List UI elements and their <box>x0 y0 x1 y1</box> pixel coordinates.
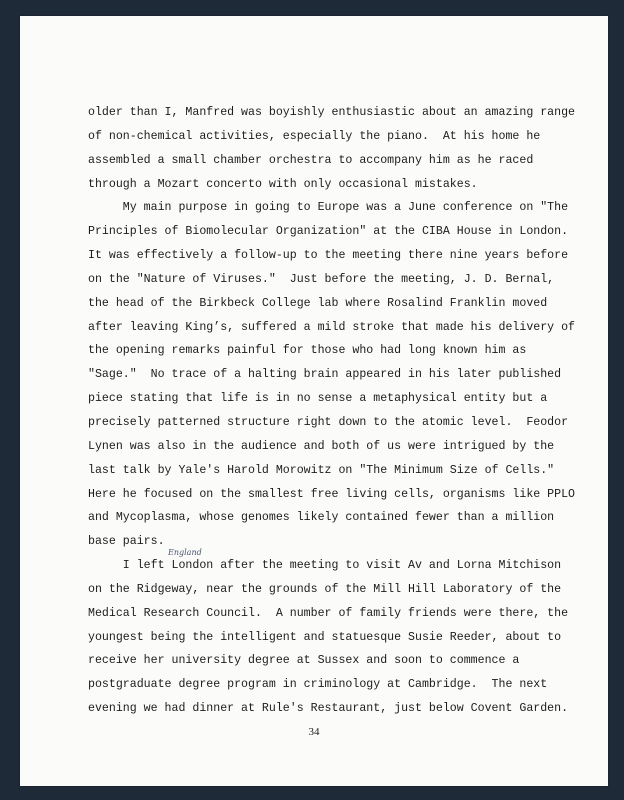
text-line: postgraduate degree program in criminology at Cambridge. The next <box>88 678 548 692</box>
text-line: assembled a small chamber orchestra to accompany him as he raced <box>88 153 534 167</box>
text-line: Here he focused on the smallest free living cells, organisms like PPLO <box>88 487 576 501</box>
text-line: Principles of Biomolecular Organization" at the CIBA House in London. <box>88 225 569 239</box>
text-line: My main purpose in going to Europe was a June conference on "The <box>88 201 569 215</box>
text-line: on the "Nature of Viruses." Just before the meeting, J. D. Bernal, <box>88 272 555 286</box>
text-line: Medical Research Council. A number of family friends were there, the <box>88 606 569 620</box>
text-line: evening we had dinner at Rule's Restaurant, just below Covent Garden. <box>88 702 569 716</box>
text-line: the head of the Birkbeck College lab where Rosalind Franklin moved <box>88 296 548 310</box>
body-text <box>88 101 576 721</box>
text-line: after leaving King’s, suffered a mild stroke that made his delivery of <box>88 320 576 334</box>
text-line: on the Ridgeway, near the grounds of the Mill Hill Laboratory of the <box>88 582 562 596</box>
text-line: piece stating that life is in no sense a metaphysical entity but a <box>88 392 548 406</box>
text-line: Lynen was also in the audience and both of us were intrigued by the <box>88 439 555 453</box>
text-line: the opening remarks painful for those who had long known him as <box>88 344 527 358</box>
handwritten-insertion: England <box>168 548 202 557</box>
text-line: older than I, Manfred was boyishly enthusiastic about an amazing range <box>88 106 576 119</box>
text-line: receive her university degree at Sussex and soon to commence a <box>88 654 520 668</box>
page-number: 34 <box>308 726 320 738</box>
document-page <box>20 16 608 786</box>
text-line: It was effectively a follow-up to the meeting there nine years before <box>88 249 569 263</box>
text-line: I left London after the meeting to visit Av and Lorna Mitchison <box>88 559 562 573</box>
text-line: base pairs. <box>88 535 165 549</box>
text-line: precisely patterned structure right down to the atomic level. Feodor <box>88 415 569 429</box>
text-line: of non-chemical activities, especially the piano. At his home he <box>88 129 541 143</box>
text-line: youngest being the intelligent and statuesque Susie Reeder, about to <box>88 630 562 644</box>
text-line: last talk by Yale's Harold Morowitz on "The Minimum Size of Cells." <box>88 463 555 477</box>
text-line: and Mycoplasma, whose genomes likely contained fewer than a million <box>88 511 555 525</box>
text-line: through a Mozart concerto with only occasional mistakes. <box>88 177 478 191</box>
text-line: "Sage." No trace of a halting brain appeared in his later published <box>88 368 562 382</box>
